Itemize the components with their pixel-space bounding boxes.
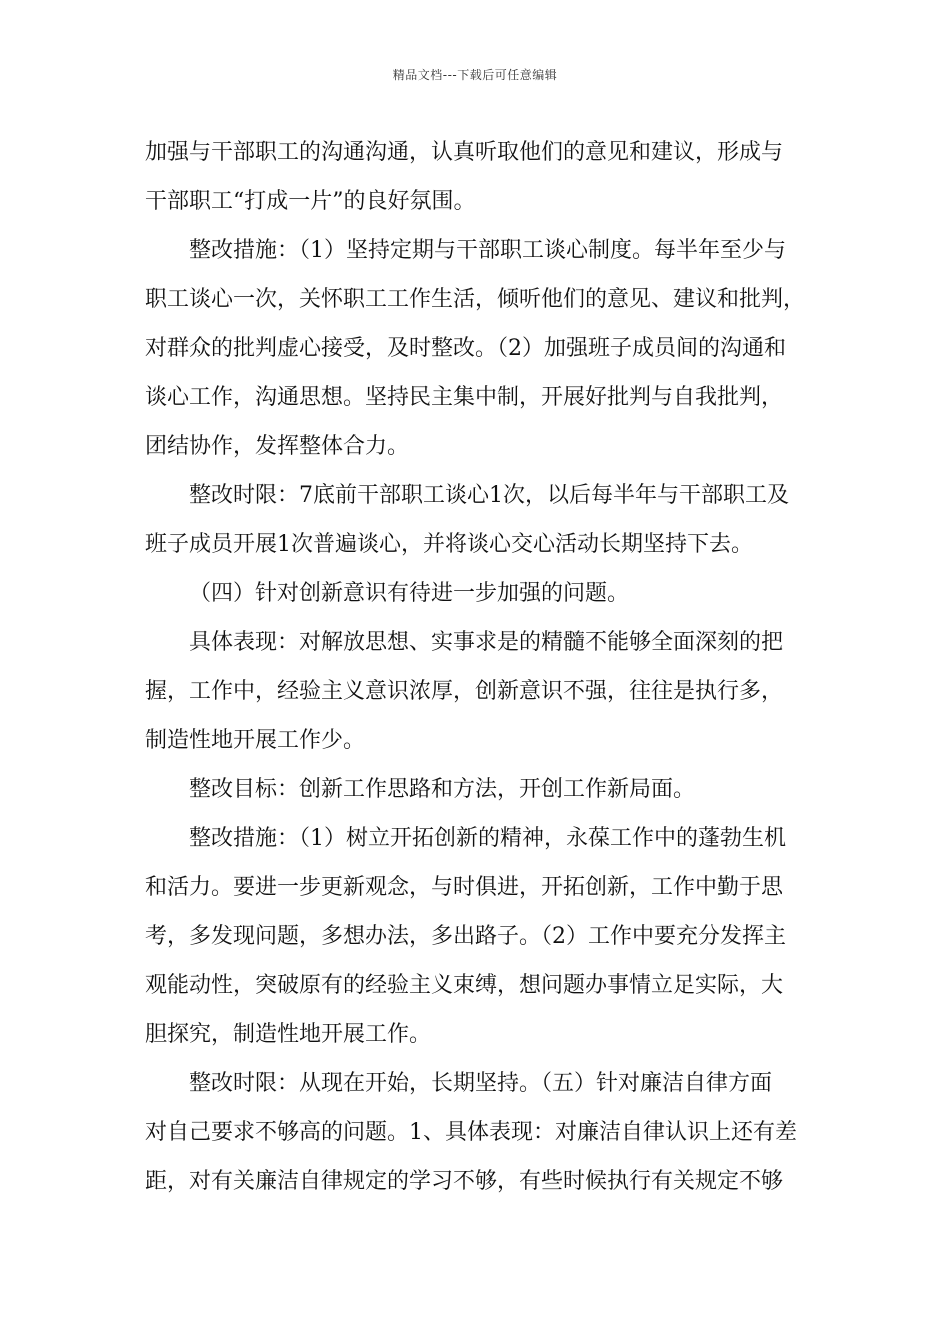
text-line: 谈心工作，沟通思想。坚持民主集中制，开展好批判与自我批判， [145, 385, 784, 410]
text-line: 考，多发现问题，多想办法，多出路子。（2）工作中要充分发挥主 [145, 924, 786, 949]
text-line: 对自己要求不够高的问题。1、具体表现：对廉洁自律认识上还有差 [145, 1120, 797, 1145]
text-line: 职工谈心一次，关怀职工工作生活，倾听他们的意见、建议和批判， [145, 287, 806, 312]
paragraph [145, 569, 810, 618]
text-line: 整改措施：（1）坚持定期与干部职工谈心制度。每半年至少与 [189, 238, 786, 263]
text-line: 整改措施：（1）树立开拓创新的精神，永葆工作中的蓬勃生机 [189, 826, 786, 851]
text-line: 对群众的批判虚心接受，及时整改。（2）加强班子成员间的沟通和 [145, 336, 786, 361]
paragraph [145, 128, 810, 226]
paragraph [145, 226, 810, 471]
text-line: 干部职工“打成一片”的良好氛围。 [145, 189, 476, 214]
paragraph [145, 618, 810, 765]
text-line: 观能动性，突破原有的经验主义束缚，想问题办事情立足实际，大 [145, 973, 784, 998]
paragraph [145, 814, 810, 1059]
paragraph [145, 1059, 810, 1206]
text-line: 胆探究，制造性地开展工作。 [145, 1022, 432, 1047]
text-line: 整改目标：创新工作思路和方法，开创工作新局面。 [189, 777, 696, 802]
text-line: 和活力。要进一步更新观念，与时俱进，开拓创新，工作中勤于思 [145, 875, 784, 900]
document-body [145, 128, 810, 1206]
text-line: 握，工作中，经验主义意识浓厚，创新意识不强，往往是执行多， [145, 679, 784, 704]
text-line: 具体表现：对解放思想、实事求是的精髓不能够全面深刻的把 [189, 630, 784, 655]
text-line: 制造性地开展工作少。 [145, 728, 366, 753]
page-header: 精品文档---下载后可任意编辑 [392, 68, 558, 82]
text-line: （四）针对创新意识有待进一步加强的问题。 [189, 581, 630, 606]
text-line: 整改时限：7底前干部职工谈心1次，以后每半年与干部职工及 [189, 483, 789, 508]
text-line: 班子成员开展1次普遍谈心，并将谈心交心活动长期坚持下去。 [145, 532, 753, 557]
text-line: 距，对有关廉洁自律规定的学习不够，有些时候执行有关规定不够 [145, 1169, 784, 1194]
paragraph [145, 471, 810, 569]
text-line: 整改时限：从现在开始，长期坚持。（五）针对廉洁自律方面 [189, 1071, 773, 1096]
text-line: 加强与干部职工的沟通沟通，认真听取他们的意见和建议，形成与 [145, 140, 784, 165]
text-line: 团结协作，发挥整体合力。 [145, 434, 410, 459]
paragraph [145, 765, 810, 814]
